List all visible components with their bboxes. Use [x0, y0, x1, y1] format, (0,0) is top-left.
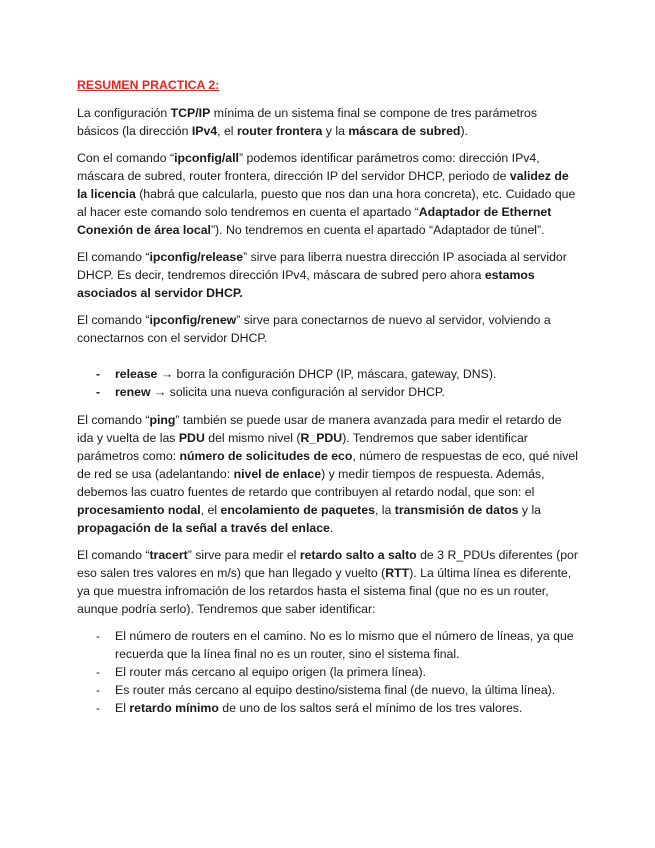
bold-text: retardo mínimo: [129, 701, 219, 715]
bold-text: estamos asociados al servidor DHCP.: [77, 268, 535, 300]
text: y la: [518, 503, 542, 517]
text: de uno de los saltos será el mínimo de los tres valores.: [218, 701, 523, 715]
bold-text: transmisión de datos: [394, 503, 519, 517]
release-renew-list: [77, 365, 579, 401]
text: ” podemos identificar parámetros como: dirección IPv4, máscara de subred, router frontera, dirección IP del servidor DHCP, periodo de: [77, 151, 540, 183]
text: ” también se puede usar de manera avanzada para medir el retardo de ida y vuelta de las: [77, 413, 562, 445]
text: ).: [460, 124, 468, 138]
bold-text: ipconfig/release: [149, 250, 244, 264]
paragraph-ping: [77, 411, 579, 537]
text: La configuración: [77, 106, 171, 120]
bold-text: ipconfig/all: [174, 151, 239, 165]
text: , el: [217, 124, 237, 138]
text: de 3 R_PDUs diferentes (por eso salen tres valores en m/s) que han llegado y vuelto (: [77, 548, 578, 580]
text: El comando “: [77, 250, 150, 264]
paragraph-ipconfig-renew: [77, 311, 579, 347]
bold-text: máscara de subred: [348, 124, 461, 138]
bold-text: release: [115, 367, 158, 381]
list-item: [77, 365, 579, 383]
text: ” sirve para liberra nuestra dirección IP asociada al servidor DHCP. Es decir, tendremos dirección IPv4, máscara de subred pero ahora: [77, 250, 567, 282]
text: ”). No tendremos en cuenta el apartado “Adaptador de túnel”.: [210, 223, 545, 237]
list-item: - Es router más cercano al equipo destino/sistema final (de nuevo, la última línea).: [77, 681, 579, 699]
bold-text: R_PDU: [300, 431, 343, 445]
bold-text: ipconfig/renew: [149, 313, 237, 327]
bold-text: IPv4: [191, 124, 218, 138]
text: Con el comando “: [77, 151, 175, 165]
bold-text: TCP/IP: [170, 106, 211, 120]
list-item: - El número de routers en el camino. No es lo mismo que el número de líneas, ya que recuerda que la línea final no es un router, sino el sistema final.: [77, 627, 579, 663]
list-item: [77, 383, 579, 401]
text: ). Tendremos que saber identificar parámetros como:: [77, 431, 528, 463]
list-item: [77, 699, 579, 717]
tracert-identify-list: [77, 627, 579, 717]
text: El: [115, 701, 130, 715]
bold-text: retardo salto a salto: [299, 548, 417, 562]
paragraph-tcpip: [77, 104, 579, 140]
bold-text: Adaptador de Ethernet Conexión de área local: [77, 205, 552, 237]
bold-text: renew: [115, 385, 151, 399]
bold-text: encolamiento de paquetes: [220, 503, 375, 517]
bold-text: validez de la licencia: [77, 169, 569, 201]
document-body: [77, 76, 579, 717]
bold-text: procesamiento nodal: [77, 503, 201, 517]
text: ) y medir tiempos de respuesta. Además, debemos las cuatro fuentes de retardo que contribuyen al retardo nodal, que son: el: [77, 467, 545, 499]
list-item: - El router más cercano al equipo origen (la primera línea).: [77, 663, 579, 681]
bold-text: RTT: [385, 566, 410, 580]
text: El comando “: [77, 313, 150, 327]
bold-text: ping: [149, 413, 176, 427]
text: , la: [374, 503, 395, 517]
bold-text: nivel de enlace: [233, 467, 322, 481]
bold-text: router frontera: [236, 124, 323, 138]
paragraph-ipconfig-all: [77, 149, 579, 239]
text: (habrá que calcularla, puesto que nos dan una hora concreta), etc. Cuidado que al hacer este comando solo tendremos en cuenta el apartado “: [77, 187, 576, 219]
text: .: [329, 521, 334, 535]
bold-text: propagación de la señal a través del enlace: [77, 521, 330, 535]
text: → solicita una nueva configuración al servidor DHCP.: [150, 385, 445, 399]
bold-text: número de solicitudes de eco: [179, 449, 353, 463]
bold-text: tracert: [149, 548, 188, 562]
text: ” sirve para conectarnos de nuevo al servidor, volviendo a conectarnos con el servidor DHCP.: [77, 313, 551, 345]
text: del mismo nivel (: [204, 431, 301, 445]
paragraph-tracert: [77, 546, 579, 618]
text: ). La última línea es diferente, ya que muestra infromación de los retardos hasta el sistema final (que no es un router, aunque podría serlo). Tendremos que saber identificar:: [77, 566, 572, 616]
bold-text: PDU: [178, 431, 205, 445]
text: , número de respuestas de eco, qué nivel de red se usa (adelantando:: [77, 449, 578, 481]
text: ” sirve para medir el: [187, 548, 300, 562]
paragraph-ipconfig-release: [77, 248, 579, 302]
text: , el: [200, 503, 221, 517]
text: → borra la configuración DHCP (IP, máscara, gateway, DNS).: [157, 367, 497, 381]
text: mínima de un sistema final se compone de tres parámetros básicos (la dirección: [77, 106, 537, 138]
document-title: RESUMEN PRACTICA 2:: [77, 78, 220, 92]
text: El comando “: [77, 548, 150, 562]
text: y la: [322, 124, 349, 138]
text: El comando “: [77, 413, 150, 427]
